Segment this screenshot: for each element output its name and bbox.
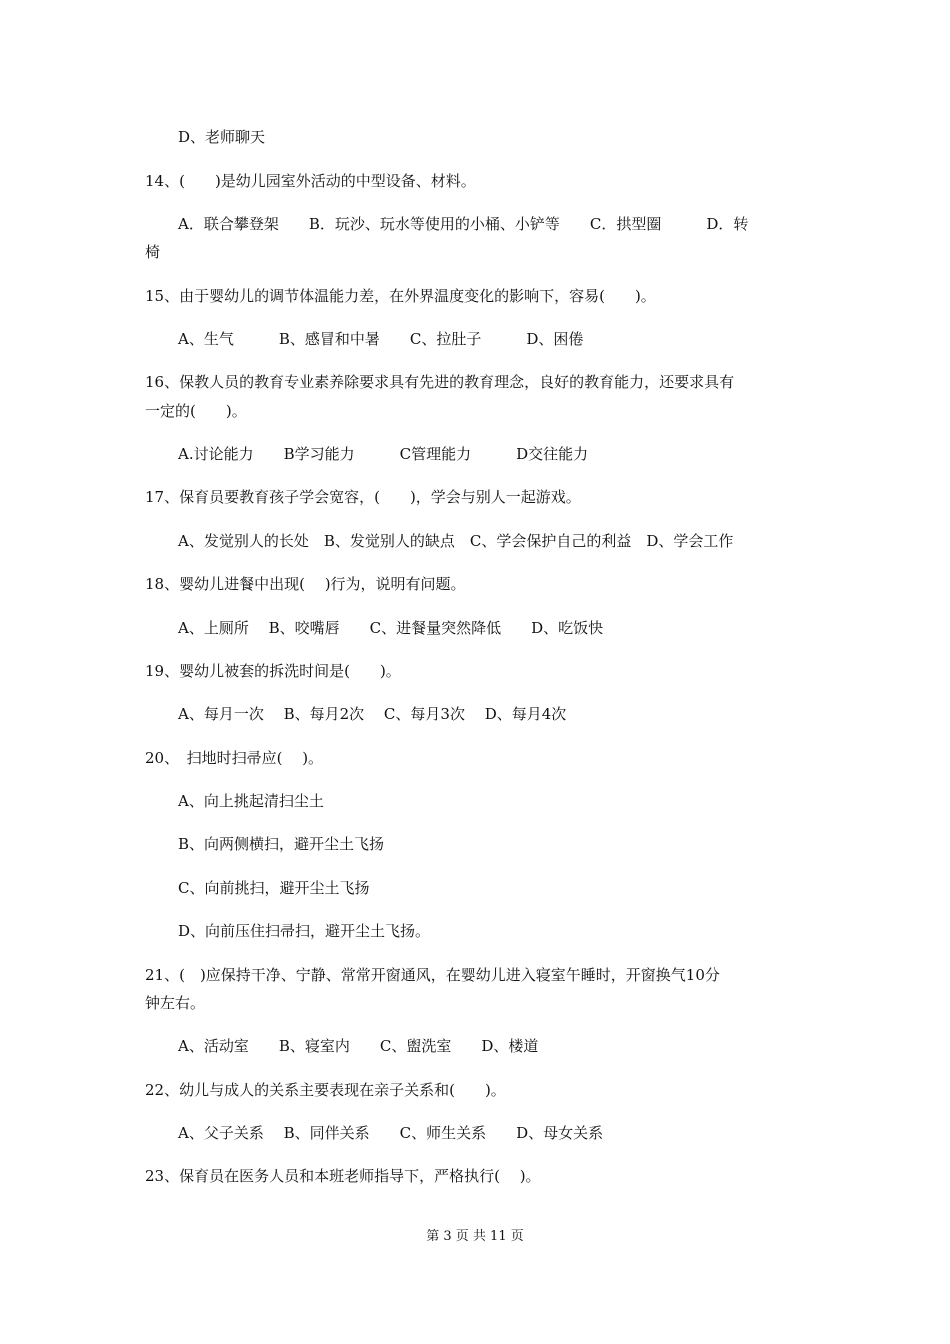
question-16-wrap: 一定的( )。 <box>145 402 247 420</box>
question-19: 19、婴幼儿被套的拆洗时间是( )。 <box>145 662 401 680</box>
options-15: A、生气 B、感冒和中暑 C、拉肚子 D、困倦 <box>178 330 584 348</box>
question-18: 18、婴幼儿进餐中出现( )行为，说明有问题。 <box>145 575 466 593</box>
option-20-b: B、向两侧横扫，避开尘土飞扬 <box>178 835 385 853</box>
question-15: 15、由于婴幼儿的调节体温能力差，在外界温度变化的影响下，容易( )。 <box>145 287 656 305</box>
question-14: 14、( )是幼儿园室外活动的中型设备、材料。 <box>145 172 476 190</box>
option-20-d: D、向前压住扫帚扫，避开尘土飞扬。 <box>178 922 431 940</box>
question-17: 17、保育员要教育孩子学会宽容，( )，学会与别人一起游戏。 <box>145 488 581 506</box>
options-19: A、每月一次 B、每月2次 C、每月3次 D、每月4次 <box>178 705 567 723</box>
page-footer: 第 3 页 共 11 页 <box>426 1229 524 1244</box>
options-21: A、活动室 B、寝室内 C、盥洗室 D、楼道 <box>178 1037 539 1055</box>
question-21-wrap: 钟左右。 <box>145 994 206 1012</box>
question-20: 20、 扫地时扫帚应( )。 <box>145 749 324 767</box>
question-23: 23、保育员在医务人员和本班老师指导下，严格执行( )。 <box>145 1167 541 1185</box>
options-17: A、发觉别人的长处 B、发觉别人的缺点 C、学会保护自己的利益 D、学会工作 <box>178 532 734 550</box>
options-16: A.讨论能力 B学习能力 C管理能力 D交往能力 <box>178 445 589 463</box>
option-line: D、老师聊天 <box>178 128 266 146</box>
options-22: A、父子关系 B、同伴关系 C、师生关系 D、母女关系 <box>178 1124 604 1142</box>
question-16: 16、保教人员的教育专业素养除要求具有先进的教育理念，良好的教育能力，还要求具有 <box>145 373 735 391</box>
options-14: A．联合攀登架 B．玩沙、玩水等使用的小桶、小铲等 C．拱型圈 D．转 <box>178 215 749 233</box>
options-14-wrap: 椅 <box>145 243 161 261</box>
option-20-c: C、向前挑扫，避开尘土飞扬 <box>178 879 370 897</box>
question-21: 21、( )应保持干净、宁静、常常开窗通风，在婴幼儿进入寝室午睡时，开窗换气10分 <box>145 966 720 984</box>
question-22: 22、幼儿与成人的关系主要表现在亲子关系和( )。 <box>145 1081 506 1099</box>
options-18: A、上厕所 B、咬嘴唇 C、进餐量突然降低 D、吃饭快 <box>178 619 604 637</box>
option-20-a: A、向上挑起清扫尘土 <box>178 792 324 810</box>
